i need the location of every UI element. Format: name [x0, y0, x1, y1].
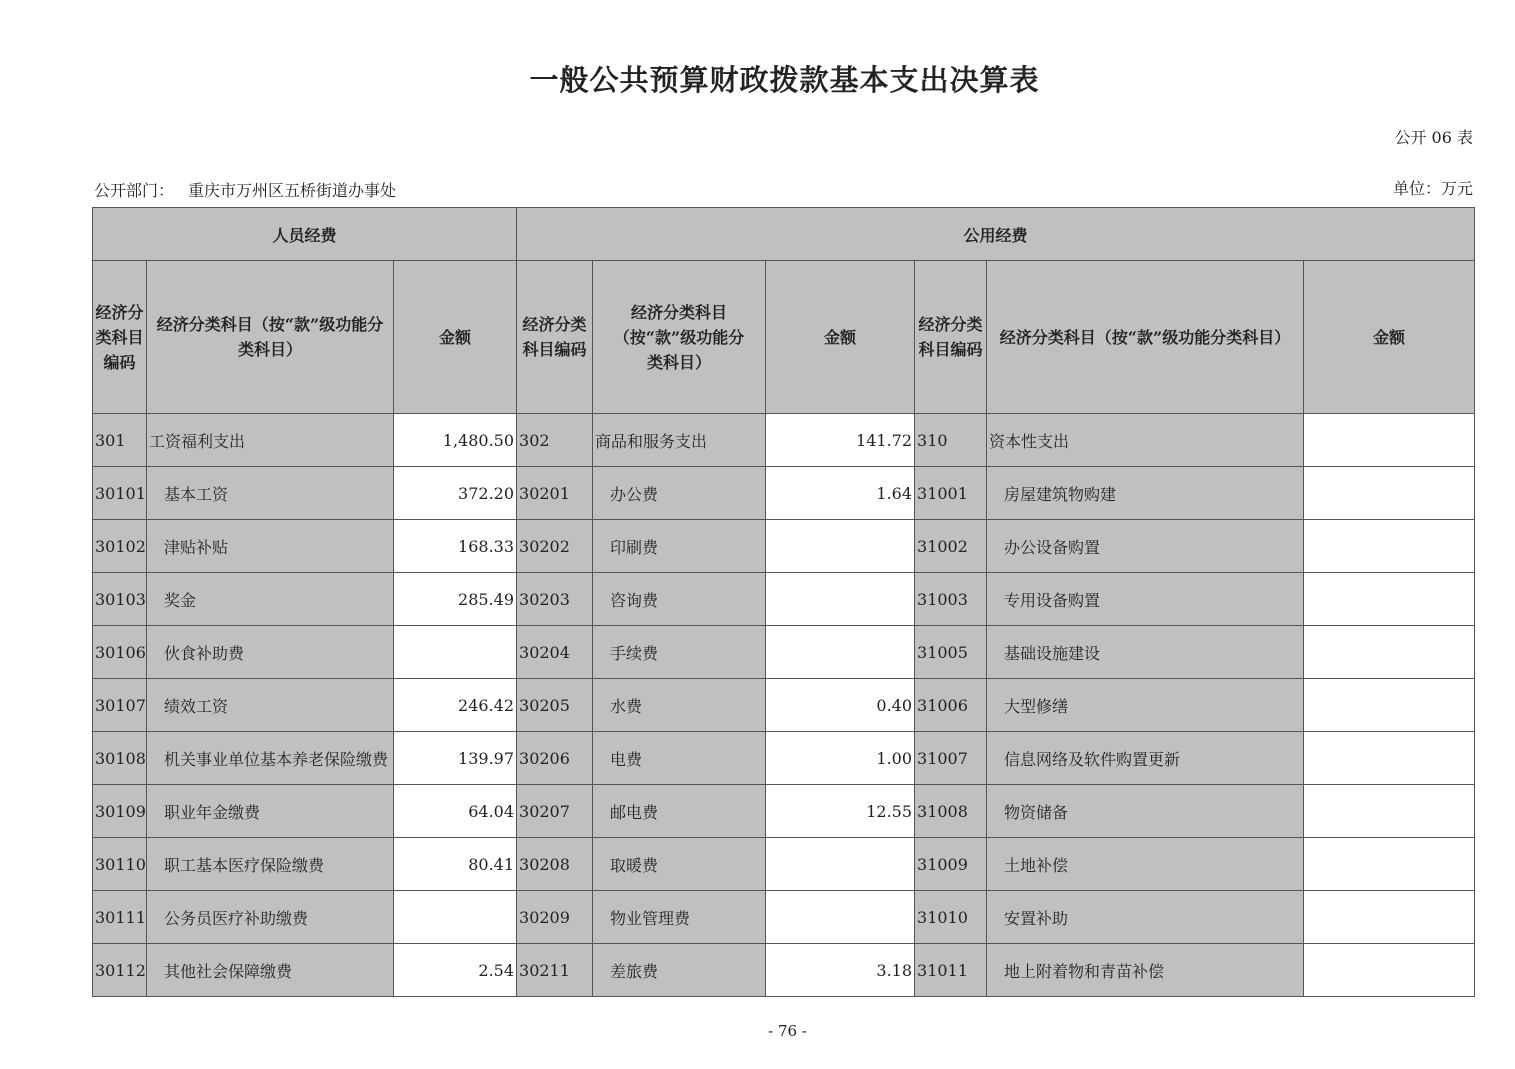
- table-row: [93, 626, 1475, 679]
- cell-personnel-code: 30111: [93, 891, 147, 944]
- cell-personnel-amount: 285.49: [394, 573, 517, 626]
- cell-personnel-amount: 80.41: [394, 838, 517, 891]
- cell-capital-amount: [1304, 520, 1475, 573]
- page-title: 一般公共预算财政拨款基本支出决算表: [529, 63, 1040, 97]
- cell-capital-amount: [1304, 573, 1475, 626]
- department-line: [94, 178, 396, 201]
- table-row: [93, 732, 1475, 785]
- cell-capital-name: 基础设施建设: [987, 626, 1304, 679]
- cell-personnel-amount: [394, 891, 517, 944]
- cell-goods-code: 30208: [517, 838, 593, 891]
- cell-personnel-code: 30103: [93, 573, 147, 626]
- cell-goods-name: 咨询费: [593, 573, 766, 626]
- section-public: 公用经费: [517, 208, 1475, 261]
- cell-personnel-name: 基本工资: [147, 467, 394, 520]
- cell-capital-name: 安置补助: [987, 891, 1304, 944]
- header-goods-amount: 金额: [766, 261, 915, 414]
- header-personnel-code: 经济分类科目编码: [93, 261, 147, 414]
- cell-capital-amount: [1304, 785, 1475, 838]
- cell-goods-code: 30203: [517, 573, 593, 626]
- cell-goods-amount: 1.64: [766, 467, 915, 520]
- table-row: [93, 679, 1475, 732]
- cell-goods-amount: [766, 838, 915, 891]
- cell-personnel-name: 奖金: [147, 573, 394, 626]
- cell-personnel-amount: 372.20: [394, 467, 517, 520]
- cell-personnel-amount: 64.04: [394, 785, 517, 838]
- cell-personnel-name: 工资福利支出: [147, 414, 394, 467]
- table-row: [93, 414, 1475, 467]
- cell-goods-amount: 1.00: [766, 732, 915, 785]
- cell-goods-name: 商品和服务支出: [593, 414, 766, 467]
- cell-capital-amount: [1304, 838, 1475, 891]
- cell-personnel-code: 30109: [93, 785, 147, 838]
- cell-personnel-code: 30107: [93, 679, 147, 732]
- cell-personnel-name: 公务员医疗补助缴费: [147, 891, 394, 944]
- cell-personnel-amount: 139.97: [394, 732, 517, 785]
- cell-personnel-code: 30106: [93, 626, 147, 679]
- cell-goods-code: 30204: [517, 626, 593, 679]
- cell-capital-code: 31002: [915, 520, 987, 573]
- table-row: [93, 891, 1475, 944]
- cell-goods-name: 取暖费: [593, 838, 766, 891]
- cell-capital-amount: [1304, 414, 1475, 467]
- cell-capital-code: 31005: [915, 626, 987, 679]
- cell-capital-code: 31011: [915, 944, 987, 997]
- header-capital-amount: 金额: [1304, 261, 1475, 414]
- cell-goods-name: 邮电费: [593, 785, 766, 838]
- header-personnel-name: 经济分类科目（按“款”级功能分类科目）: [147, 261, 394, 414]
- header-capital-name: 经济分类科目（按“款”级功能分类科目）: [987, 261, 1304, 414]
- section-personnel: 人员经费: [93, 208, 517, 261]
- cell-goods-code: 30207: [517, 785, 593, 838]
- cell-capital-name: 大型修缮: [987, 679, 1304, 732]
- cell-personnel-code: 30102: [93, 520, 147, 573]
- cell-capital-name: 土地补偿: [987, 838, 1304, 891]
- cell-capital-name: 办公设备购置: [987, 520, 1304, 573]
- cell-capital-amount: [1304, 467, 1475, 520]
- cell-personnel-name: 其他社会保障缴费: [147, 944, 394, 997]
- cell-capital-amount: [1304, 732, 1475, 785]
- unit-label: 单位：万元: [1392, 179, 1473, 198]
- cell-capital-code: 31009: [915, 838, 987, 891]
- cell-personnel-code: 30101: [93, 467, 147, 520]
- table-row: [93, 573, 1475, 626]
- cell-goods-amount: 0.40: [766, 679, 915, 732]
- cell-capital-amount: [1304, 944, 1475, 997]
- cell-goods-amount: 3.18: [766, 944, 915, 997]
- cell-personnel-code: 30108: [93, 732, 147, 785]
- cell-goods-code: 30209: [517, 891, 593, 944]
- table-row: [93, 785, 1475, 838]
- cell-personnel-amount: 2.54: [394, 944, 517, 997]
- table-row: [93, 838, 1475, 891]
- cell-goods-amount: 141.72: [766, 414, 915, 467]
- cell-capital-name: 资本性支出: [987, 414, 1304, 467]
- cell-personnel-amount: 168.33: [394, 520, 517, 573]
- cell-personnel-code: 30112: [93, 944, 147, 997]
- cell-capital-name: 地上附着物和青苗补偿: [987, 944, 1304, 997]
- header-personnel-amount: 金额: [394, 261, 517, 414]
- cell-goods-name: 手续费: [593, 626, 766, 679]
- table-row: [93, 467, 1475, 520]
- cell-capital-code: 31001: [915, 467, 987, 520]
- cell-personnel-code: 30110: [93, 838, 147, 891]
- cell-goods-code: 30205: [517, 679, 593, 732]
- cell-capital-code: 31003: [915, 573, 987, 626]
- header-capital-code: 经济分类科目编码: [915, 261, 987, 414]
- page-number: - 76 -: [768, 1022, 807, 1040]
- table-row: [93, 520, 1475, 573]
- form-number: 公开 06 表: [1394, 128, 1473, 147]
- department-label: 公开部门：: [94, 181, 175, 200]
- cell-capital-name: 信息网络及软件购置更新: [987, 732, 1304, 785]
- header-goods-code: 经济分类科目编码: [517, 261, 593, 414]
- cell-capital-code: 310: [915, 414, 987, 467]
- cell-goods-name: 印刷费: [593, 520, 766, 573]
- cell-capital-amount: [1304, 679, 1475, 732]
- table-row: [93, 944, 1475, 997]
- cell-goods-name: 电费: [593, 732, 766, 785]
- cell-goods-amount: [766, 891, 915, 944]
- cell-capital-code: 31007: [915, 732, 987, 785]
- cell-goods-name: 水费: [593, 679, 766, 732]
- cell-goods-amount: 12.55: [766, 785, 915, 838]
- cell-capital-name: 房屋建筑物购建: [987, 467, 1304, 520]
- cell-goods-code: 30206: [517, 732, 593, 785]
- cell-goods-code: 302: [517, 414, 593, 467]
- cell-personnel-code: 301: [93, 414, 147, 467]
- department-name: 重庆市万州区五桥街道办事处: [188, 181, 397, 200]
- budget-table: [92, 207, 1475, 997]
- cell-goods-code: 30201: [517, 467, 593, 520]
- cell-personnel-name: 绩效工资: [147, 679, 394, 732]
- cell-personnel-amount: [394, 626, 517, 679]
- cell-personnel-name: 机关事业单位基本养老保险缴费: [147, 732, 394, 785]
- cell-capital-name: 物资储备: [987, 785, 1304, 838]
- cell-goods-amount: [766, 520, 915, 573]
- cell-personnel-name: 职业年金缴费: [147, 785, 394, 838]
- cell-goods-amount: [766, 573, 915, 626]
- cell-goods-code: 30211: [517, 944, 593, 997]
- cell-goods-name: 差旅费: [593, 944, 766, 997]
- cell-goods-name: 办公费: [593, 467, 766, 520]
- cell-capital-code: 31010: [915, 891, 987, 944]
- cell-goods-amount: [766, 626, 915, 679]
- table-body: [93, 414, 1475, 997]
- cell-personnel-name: 职工基本医疗保险缴费: [147, 838, 394, 891]
- cell-goods-name: 物业管理费: [593, 891, 766, 944]
- cell-capital-code: 31008: [915, 785, 987, 838]
- header-goods-name: 经济分类科目（按“款”级功能分类科目）: [593, 261, 766, 414]
- cell-capital-name: 专用设备购置: [987, 573, 1304, 626]
- cell-personnel-name: 津贴补贴: [147, 520, 394, 573]
- cell-capital-amount: [1304, 626, 1475, 679]
- cell-capital-amount: [1304, 891, 1475, 944]
- cell-capital-code: 31006: [915, 679, 987, 732]
- cell-personnel-amount: 1,480.50: [394, 414, 517, 467]
- cell-personnel-name: 伙食补助费: [147, 626, 394, 679]
- cell-personnel-amount: 246.42: [394, 679, 517, 732]
- cell-goods-code: 30202: [517, 520, 593, 573]
